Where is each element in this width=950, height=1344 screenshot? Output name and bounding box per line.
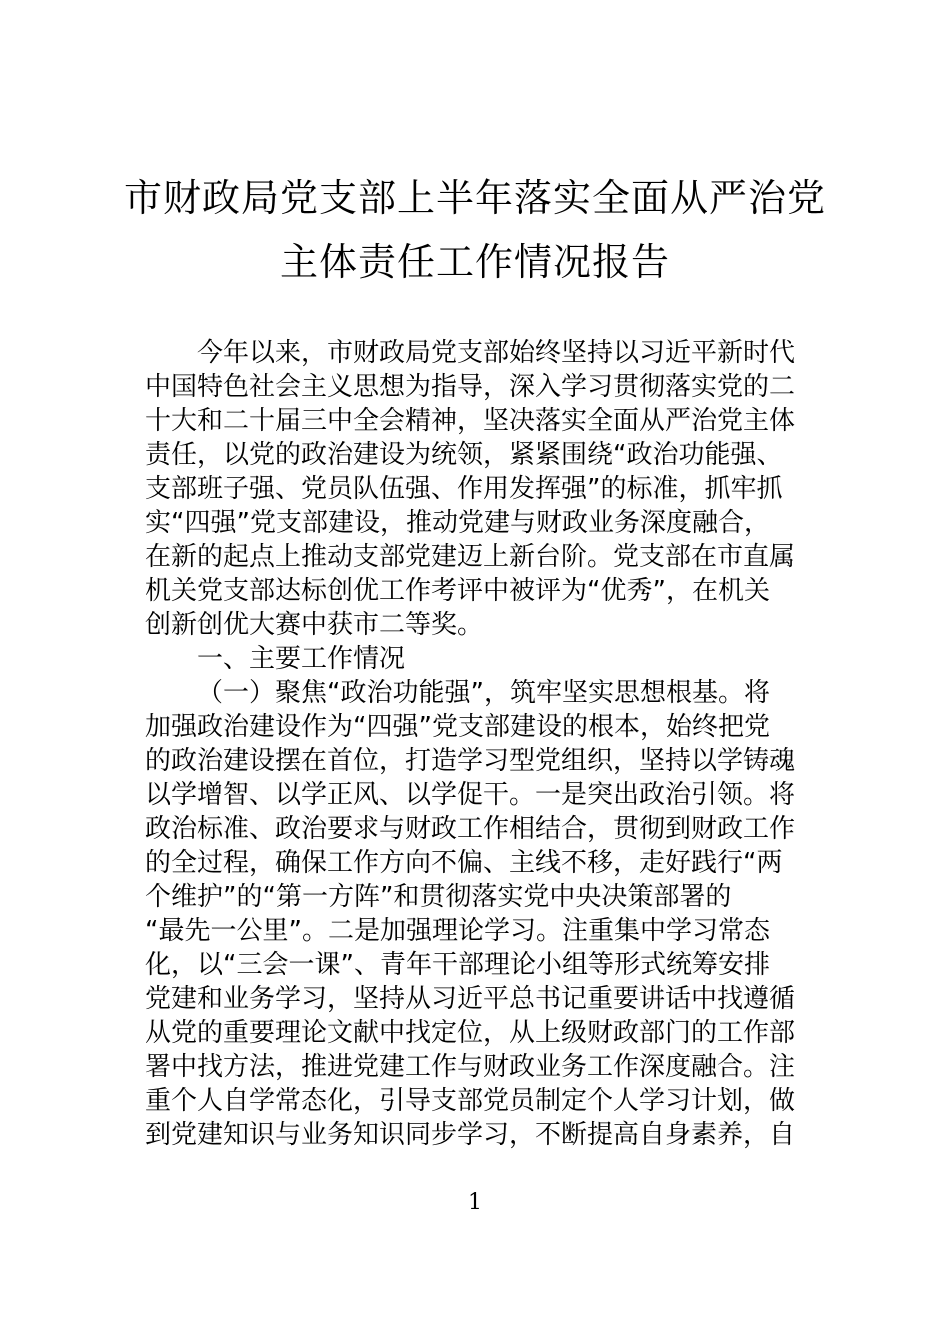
paragraph-line: 化，以“三会一课”、青年干部理论小组等形式统筹安排 [145, 950, 770, 980]
paragraph-line: 机关党支部达标创优工作考评中被评为“优秀”，在机关 [145, 576, 770, 606]
paragraph-line: 加强政治建设作为“四强”党支部建设的根本，始终把党 [145, 712, 770, 742]
paragraph-line: 政治标准、政治要求与财政工作相结合，贯彻到财政工作 [145, 814, 796, 844]
paragraph-line: 十大和二十届三中全会精神，坚决落实全面从严治党主体 [145, 406, 796, 436]
document-title-line-1: 市财政局党支部上半年落实全面从严治党 [123, 176, 826, 220]
paragraph-line: 实“四强”党支部建设，推动党建与财政业务深度融合， [145, 508, 770, 538]
document-body [145, 336, 815, 1152]
paragraph-line: 的全过程，确保工作方向不偏、主线不移，走好践行“两 [145, 848, 783, 878]
paragraph-line: 在新的起点上推动支部党建迈上新台阶。党支部在市直属 [145, 542, 796, 572]
paragraph-line: 重个人自学常态化，引导支部党员制定个人学习计划，做 [145, 1086, 796, 1116]
paragraph-line: “最先一公里”。二是加强理论学习。注重集中学习常态 [145, 916, 770, 946]
paragraph-line: 从党的重要理论文献中找定位，从上级财政部门的工作部 [145, 1018, 796, 1048]
paragraph-line: 以学增智、以学正风、以学促干。一是突出政治引领。将 [145, 780, 796, 810]
paragraph-line: 今年以来，市财政局党支部始终坚持以习近平新时代 [197, 338, 796, 368]
paragraph-line: 责任，以党的政治建设为统领，紧紧围绕“政治功能强、 [145, 440, 783, 470]
paragraph-line: 党建和业务学习，坚持从习近平总书记重要讲话中找遵循 [145, 984, 796, 1014]
paragraph-line: 创新创优大赛中获市二等奖。 [145, 610, 484, 640]
paragraph-line: 的政治建设摆在首位，打造学习型党组织，坚持以学铸魂 [145, 746, 796, 776]
paragraph-line: 到党建知识与业务知识同步学习，不断提高自身素养，自 [145, 1120, 796, 1150]
page-number: 1 [468, 1190, 482, 1215]
paragraph-line: （一）聚焦“政治功能强”，筑牢坚实思想根基。将 [197, 678, 770, 708]
paragraph-line: 支部班子强、党员队伍强、作用发挥强”的标准，抓牢抓 [145, 474, 783, 504]
paragraph-line: 个维护”的“第一方阵”和贯彻落实党中央决策部署的 [145, 882, 732, 912]
paragraph-line: 中国特色社会主义思想为指导，深入学习贯彻落实党的二 [145, 372, 796, 402]
document-title-line-2: 主体责任工作情况报告 [279, 240, 670, 284]
paragraph-line: 署中找方法，推进党建工作与财政业务工作深度融合。注 [145, 1052, 796, 1082]
section-heading: 一、主要工作情况 [197, 644, 406, 674]
